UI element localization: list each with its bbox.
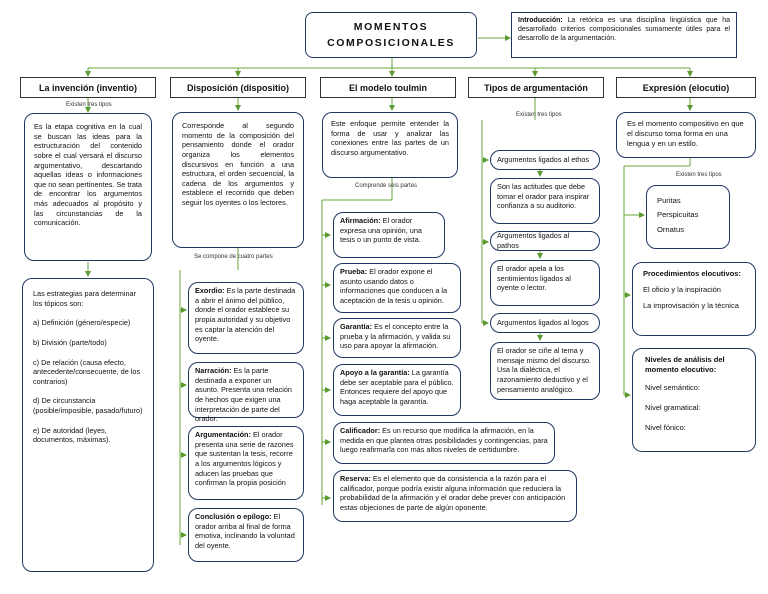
title-text: MOMENTOS COMPOSICIONALES — [327, 20, 455, 49]
toulmin-parte-box — [333, 318, 461, 358]
estrategia-item: c) De relación (causa efecto, antecedente/consecuente, de los contrarios) — [33, 357, 141, 386]
disposicion-parte-box — [188, 282, 304, 354]
estrategia-item: b) División (parte/todo) — [33, 337, 107, 347]
expresion-tipos-box — [646, 185, 730, 249]
parte-label: Argumentación: — [195, 430, 251, 439]
expresion-desc-box — [616, 112, 756, 158]
estrategias-title: Las estrategias para determinar los tópicos son: — [33, 289, 137, 308]
tipo-label: Argumentos ligados al pathos — [497, 231, 570, 250]
expresion-tipo: Puritas — [657, 196, 681, 205]
intro-box — [511, 12, 737, 58]
parte-label: Apoyo a la garantía: — [340, 368, 410, 377]
invencion-desc-box — [24, 113, 152, 261]
estrategia-item: e) De autoridad (leyes, documentos, máximas). — [33, 425, 111, 445]
tipo-label-box — [490, 313, 600, 333]
parte-text: El orador expone el asunto usando datos o informaciones que conducen a la aceptación de la tesis u opinión. — [340, 267, 448, 305]
intro-label: Introducción: — [518, 17, 563, 24]
parte-label: Afirmación: — [340, 216, 381, 225]
invencion-estrategias-box — [22, 278, 154, 572]
procedimiento-item: El oficio y la inspiración — [643, 284, 721, 294]
nivel-item: Nivel semántico: — [645, 382, 701, 392]
nivel-item: Nivel fónico: — [645, 422, 686, 432]
tipo-desc-box — [490, 342, 600, 400]
parte-label: Prueba: — [340, 267, 368, 276]
disposicion-parte-box — [188, 508, 304, 562]
tipo-desc: El orador se ciñe al tema y mensaje mismo del discurso. Usa la dialéctica, el razonamiento deductivo y el pensamiento analógico. — [497, 346, 592, 394]
toulmin-desc-box — [322, 112, 458, 178]
parte-text: El orador presenta una serie de razones que sustentan la tesis, recorre a los argumentos lógicos y aducen las pruebas que confirman la propia posición — [195, 430, 294, 488]
expresion-tipo: Ornatus — [657, 224, 685, 234]
tipo-desc-box — [490, 178, 600, 224]
estrategia-item: a) Definición (género/especie) — [33, 318, 131, 328]
expresion-desc: Es el momento compositivo en que el discurso toma forma en una lengua y en un estilo. — [627, 119, 744, 148]
tipo-label-box — [490, 231, 600, 251]
expresion-tipo: Perspicuitas — [657, 210, 699, 220]
parte-text: Es el elemento que da consistencia a la razón para el calificador, porque podría existir alguna información que reduciera la probabilidad de la afirmación y el orador debe prever con anticipación estas objeciones de parte de algún oponente. — [340, 474, 566, 512]
toulmin-desc: Este enfoque permite entender la forma de usar y analizar las conexiones entre las partes de un discurso argumentativo. — [331, 119, 449, 157]
procedimiento-item: La improvisación y la técnica — [643, 300, 739, 310]
header-disposicion: Disposición (dispositio) — [170, 77, 306, 98]
page-title — [305, 12, 477, 58]
parte-text: Es la parte destinada a exponer un asunto. Presenta una relación de hechos que exigen una interpretación de parte del orador. — [195, 366, 292, 424]
parte-text: El orador expresa una opinión, una tesis o un punto de vista. — [340, 216, 422, 245]
toulmin-parte-box — [333, 422, 555, 464]
invencion-desc: Es la etapa cognitiva en la cual se buscan las ideas para la estructuración del contenido sobre el cual versará el discurso argumentativo, descartando aquellas ideas o informaciones que no sean pertinentes. Se trata de encontrar los argumentos más adecuados al propósito y las circunstancias de la comunicación. — [34, 122, 142, 228]
tipo-desc-box — [490, 260, 600, 306]
disposicion-desc-box — [172, 112, 304, 248]
header-toulmin: El modelo toulmin — [320, 77, 456, 98]
parte-text: El orador arriba al final de forma emotiva, inclinando la voluntad del oyente. — [195, 512, 295, 550]
tipo-label: Argumentos ligados al ethos — [497, 155, 590, 165]
toulmin-parte-box — [333, 263, 461, 313]
label-existen-expresion: Existen tres tipos — [676, 172, 722, 178]
parte-label: Garantía: — [340, 322, 373, 331]
toulmin-parte-box — [333, 212, 445, 258]
tipo-desc: El orador apela a los sentimientos ligados al oyente o lector. — [497, 264, 571, 293]
label-existen-tipos: Existen tres tipos — [516, 112, 562, 118]
parte-text: Es un recurso que modifica la afirmación, en la medida en que plantea otras posibilidades y contingencias, para luego reafirmarla con más altos niveles de certidumbre. — [340, 426, 548, 455]
tipo-label: Argumentos ligados al logos — [497, 318, 589, 328]
procedimientos-title: Procedimientos elocutivos: — [643, 269, 741, 278]
parte-label: Calificador: — [340, 426, 381, 435]
toulmin-parte-box — [333, 470, 577, 522]
parte-label: Reserva: — [340, 474, 371, 483]
niveles-box — [632, 348, 756, 452]
parte-text: Es el concepto entre la prueba y la afirmación, y valida su uso para apoyar la afirmación. — [340, 322, 451, 351]
niveles-title: Niveles de análisis del momento elocutivo: — [645, 355, 725, 374]
label-comprende-seis: Comprende seis partes — [355, 183, 418, 189]
tipo-desc: Son las actitudes que debe tomar el orador para inspirar confianza a su auditorio. — [497, 182, 590, 211]
intro-text: La retórica es una disciplina lingüística que ha desarrollado criterios composicionales sumamente útiles para el desarrollo de la argumentación. — [518, 17, 730, 43]
header-tipos: Tipos de argumentación — [468, 77, 604, 98]
toulmin-parte-box — [333, 364, 461, 416]
disposicion-parte-box — [188, 362, 304, 424]
parte-label: Conclusión o epílogo: — [195, 512, 272, 521]
nivel-item: Nivel gramatical: — [645, 402, 701, 412]
disposicion-desc: Corresponde al segundo momento de la composición del pensamiento donde el orador organiza los elementos discursivos en función a una estructura, el orden secuencial, la cadena de los argumentos y establece el recorrido que deben seguir los oyentes o los lectores. — [182, 121, 294, 207]
disposicion-parte-box — [188, 426, 304, 500]
tipo-label-box — [490, 150, 600, 170]
parte-label: Narración: — [195, 366, 232, 375]
parte-label: Exordio: — [195, 286, 225, 295]
procedimientos-box — [632, 262, 756, 336]
estrategia-item: d) De circunstancia (posible/imposible, pasado/futuro) — [33, 396, 143, 415]
parte-text: Es la parte destinada a abrir el ánimo del público, donde el orador establece su propia autoridad y su objetivo es captar la atención del oyente. — [195, 286, 296, 344]
label-compone-cuatro: Se compone de cuatro partes — [194, 254, 273, 260]
header-invencion: La invención (inventio) — [20, 77, 156, 98]
parte-text: La garantía debe ser aceptable para el público. Entonces requiere del apoyo que haga aceptable la garantía. — [340, 368, 454, 406]
label-existen-invencion: Existen tres tipos — [66, 102, 112, 108]
header-expresion: Expresión (elocutio) — [616, 77, 756, 98]
